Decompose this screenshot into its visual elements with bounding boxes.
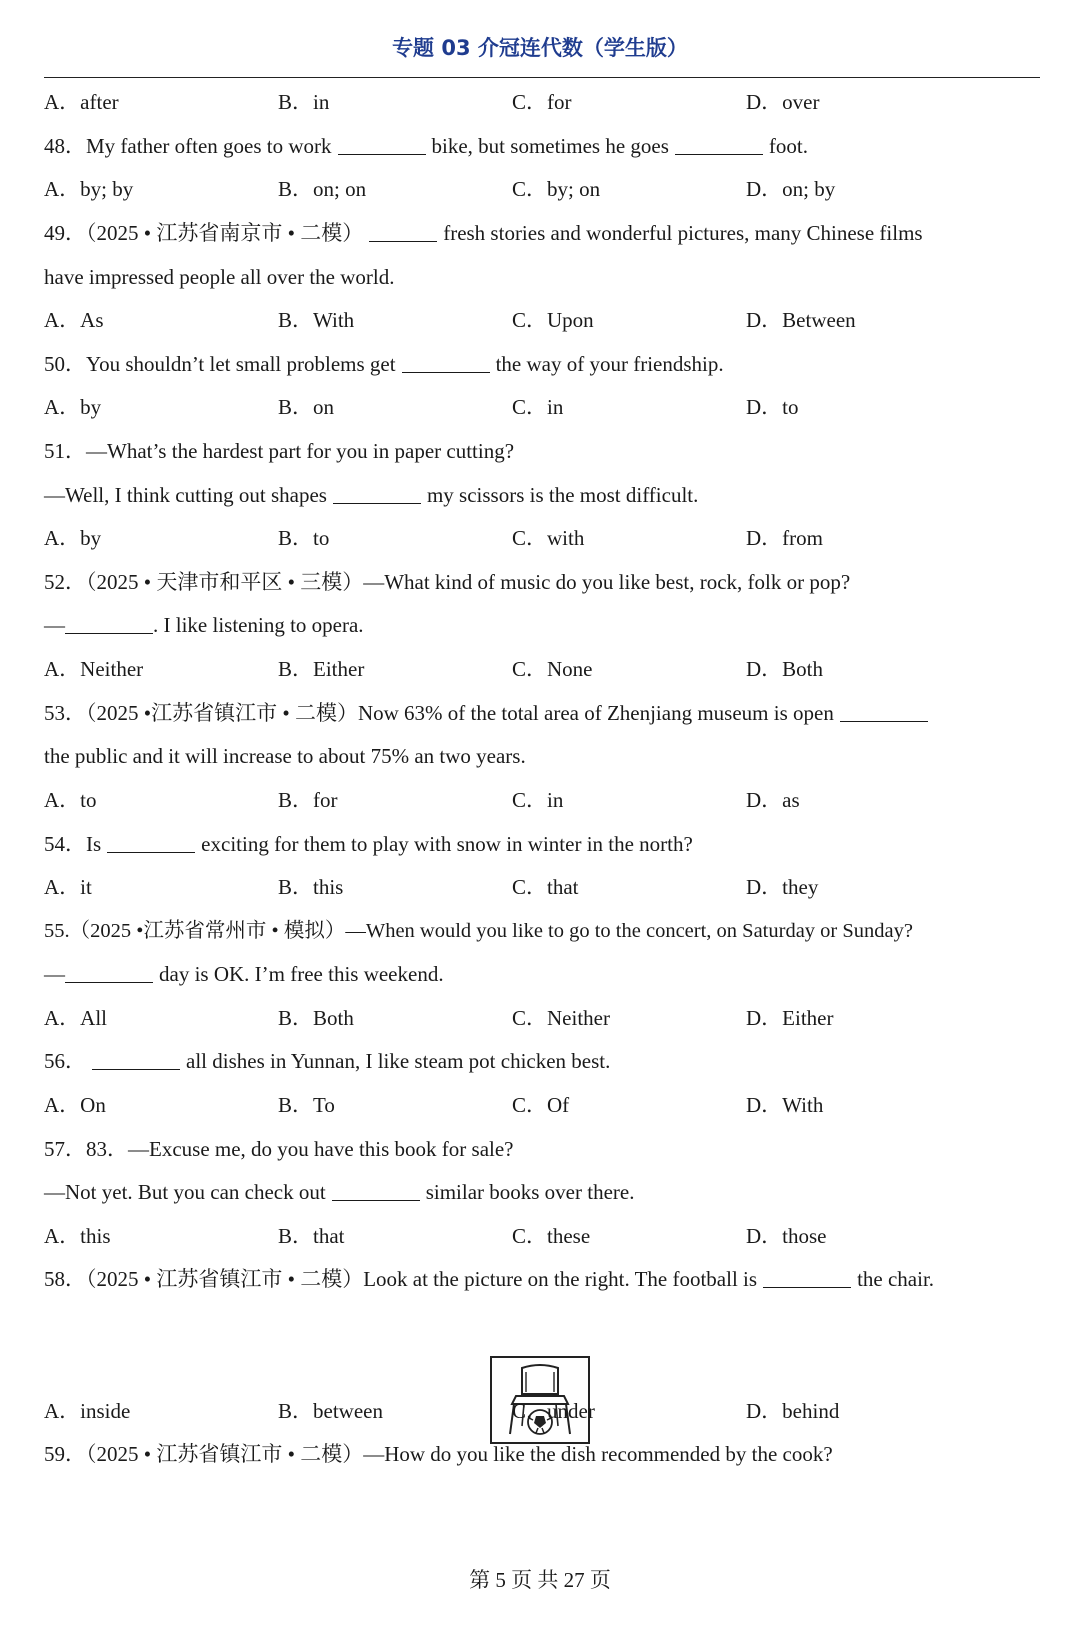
option-a: A．after [44, 90, 119, 114]
q48-options [44, 174, 1040, 204]
option-d: D．Between [746, 308, 856, 332]
option-c: C．under [512, 1399, 595, 1423]
option-b: B．on [278, 395, 335, 419]
q52-stem-line2 [44, 610, 1040, 640]
option-d: D．on; by [746, 177, 836, 201]
option-a: A．this [44, 1224, 111, 1248]
option-c: C．with [512, 526, 585, 550]
q53-stem-line2 [44, 741, 1040, 771]
q53-text-2: the public and it will increase to about 75% an two years. [44, 744, 526, 768]
option-d: D．behind [746, 1399, 840, 1423]
option-c: C．in [512, 395, 564, 419]
option-b: B．To [278, 1093, 335, 1117]
option-b: B．for [278, 788, 338, 812]
q54-text-1: 54．Is [44, 832, 102, 856]
option-c: C．in [512, 788, 564, 812]
q55-blank [65, 962, 153, 983]
option-a: A．Neither [44, 657, 144, 681]
q57-options [44, 1221, 1040, 1251]
q50-options [44, 392, 1040, 422]
option-a: A．by [44, 526, 102, 550]
option-b: B．With [278, 308, 355, 332]
q47-options [44, 87, 1040, 117]
option-a: A．On [44, 1093, 106, 1117]
q50-stem [44, 349, 1040, 379]
q50-text-2: the way of your friendship. [495, 352, 724, 376]
q52-dash: — [44, 613, 65, 637]
q53-blank [840, 701, 928, 722]
q56-text-2: all dishes in Yunnan, I like steam pot chicken best. [186, 1049, 611, 1073]
q56-options [44, 1090, 1040, 1120]
option-c: C．by; on [512, 177, 601, 201]
q58-options [44, 1396, 1040, 1426]
option-c: C．these [512, 1224, 591, 1248]
option-b: B．this [278, 875, 344, 899]
q56-text-1: 56． [44, 1049, 86, 1073]
option-c: C．for [512, 90, 572, 114]
q48-text-3: foot. [768, 134, 808, 158]
q48-text-2: bike, but sometimes he goes [431, 134, 669, 158]
option-b: B．between [278, 1399, 383, 1423]
page-title: 专题 03 介冠连代数（学生版） [392, 36, 688, 60]
q51-text-1: 51．—What’s the hardest part for you in paper cutting? [44, 439, 515, 463]
q53-stem [44, 698, 1040, 728]
option-d: D．as [746, 788, 800, 812]
q58-text-2: the chair. [857, 1267, 935, 1291]
q59-text-1: 59．（2025 • 江苏省镇江市 • 二模）—How do you like the dish recommended by the cook? [44, 1442, 833, 1466]
q53-options [44, 785, 1040, 815]
option-d: D．to [746, 395, 799, 419]
option-a: A．it [44, 875, 92, 899]
q48-blank-2 [675, 134, 763, 155]
q51-options [44, 523, 1040, 553]
q58-blank [763, 1267, 851, 1288]
q57-blank [332, 1180, 420, 1201]
q49-text-3: have impressed people all over the world. [44, 265, 395, 289]
q51-stem-line2 [44, 480, 1040, 510]
q53-text-1: 53．（2025 •江苏省镇江市 • 二模）Now 63% of the total area of Zhenjiang museum is open [44, 701, 834, 725]
q51-stem [44, 436, 1040, 466]
q56-stem [44, 1046, 1040, 1076]
option-a: A．by [44, 395, 102, 419]
option-a: A．by; by [44, 177, 134, 201]
q56-blank [92, 1049, 180, 1070]
q55-stem [44, 916, 1040, 946]
option-a: A．inside [44, 1399, 131, 1423]
q52-blank [65, 613, 153, 634]
option-b: B．on; on [278, 177, 367, 201]
option-c: C．Neither [512, 1006, 610, 1030]
option-a: A．As [44, 308, 104, 332]
q55-text-2: day is OK. I’m free this weekend. [159, 962, 444, 986]
header-divider [44, 77, 1040, 78]
q52-text-2: . I like listening to opera. [153, 613, 364, 637]
option-d: D．With [746, 1093, 824, 1117]
q49-text-2: fresh stories and wonderful pictures, many Chinese films [443, 221, 923, 245]
q55-text-1: 55.（2025 •江苏省常州市 • 模拟）—When would you like to go to the concert, on Saturday or Sunday? [44, 920, 913, 942]
q52-stem [44, 567, 1040, 597]
page-number: 第 5 页 共 27 页 [469, 1568, 611, 1592]
q57-stem [44, 1134, 1040, 1164]
q55-stem-line2 [44, 959, 1040, 989]
q51-text-3: my scissors is the most difficult. [426, 483, 699, 507]
option-b: B．to [278, 526, 330, 550]
option-b: B．that [278, 1224, 345, 1248]
q57-text-2: —Not yet. But you can check out [44, 1180, 326, 1204]
q57-text-3: similar books over there. [425, 1180, 635, 1204]
q54-options [44, 872, 1040, 902]
q50-blank [402, 352, 490, 373]
option-d: D．those [746, 1224, 827, 1248]
option-c: C．None [512, 657, 593, 681]
option-d: D．Either [746, 1006, 834, 1030]
q50-text-1: 50．You shouldn’t let small problems get [44, 352, 396, 376]
q51-blank [333, 483, 421, 504]
option-a: A．All [44, 1006, 107, 1030]
option-c: C．that [512, 875, 579, 899]
option-c: C．Upon [512, 308, 594, 332]
q54-blank [107, 832, 195, 853]
q48-blank-1 [338, 134, 426, 155]
option-b: B．Both [278, 1006, 354, 1030]
option-d: D．from [746, 526, 823, 550]
q49-stem [44, 218, 1040, 248]
q58-stem [44, 1264, 1040, 1294]
q55-dash: — [44, 962, 65, 986]
q52-options [44, 654, 1040, 684]
q57-stem-line2 [44, 1177, 1040, 1207]
option-a: A．to [44, 788, 97, 812]
q48-text-1: 48．My father often goes to work [44, 134, 332, 158]
option-b: B．in [278, 90, 330, 114]
q57-text-1: 57．83．—Excuse me, do you have this book for sale? [44, 1137, 514, 1161]
q58-text-1: 58．（2025 • 江苏省镇江市 • 二模）Look at the picture on the right. The football is [44, 1267, 758, 1291]
q49-options [44, 305, 1040, 335]
q54-stem [44, 829, 1040, 859]
q49-stem-line2 [44, 262, 1040, 292]
option-d: D．over [746, 90, 820, 114]
q54-text-2: exciting for them to play with snow in winter in the north? [201, 832, 693, 856]
q48-stem [44, 131, 1040, 161]
q51-text-2: —Well, I think cutting out shapes [44, 483, 327, 507]
option-b: B．Either [278, 657, 365, 681]
q55-options [44, 1003, 1040, 1033]
option-c: C．Of [512, 1093, 570, 1117]
option-d: D．Both [746, 657, 824, 681]
q52-text-1: 52．（2025 • 天津市和平区 • 三模）—What kind of music do you like best, rock, folk or pop? [44, 570, 851, 594]
q49-text-1: 49．（2025 • 江苏省南京市 • 二模） [44, 221, 364, 245]
q59-stem [44, 1439, 1040, 1469]
q49-blank [369, 221, 437, 242]
option-d: D．they [746, 875, 819, 899]
